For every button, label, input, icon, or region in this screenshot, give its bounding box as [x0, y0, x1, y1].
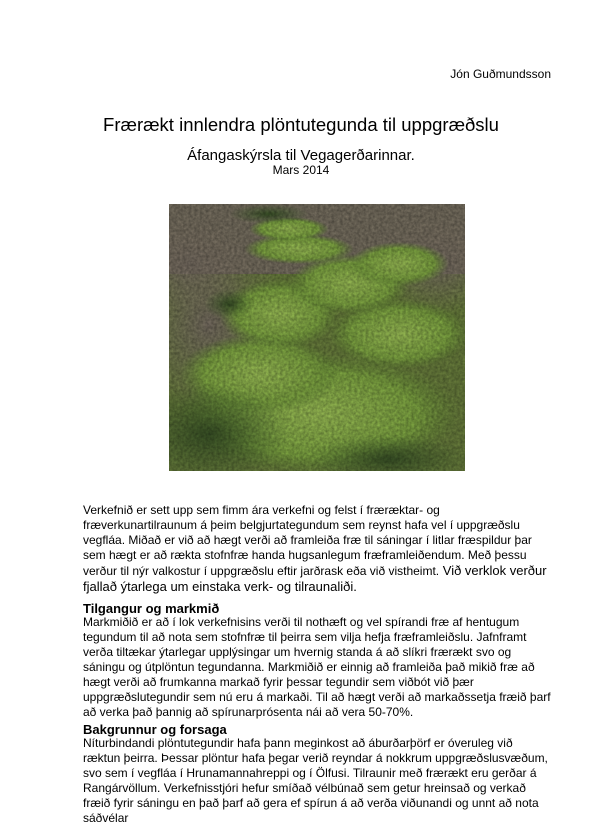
section-text-tilgangur: Markmiðið er að í lok verkefnisins verði til nothæft og vel spírandi fræ af hentugum tegundum til að nota sem stofnfræ til þeirra sem vilja hefja fræframleiðslu. Jafnframt verða tiltækar ýtarlegar upplýsingar um hvernig standa á að slíkri frærækt svo og sáningu og útplöntun tegundanna. Markmiðið er einnig að framleiða það mikið fræ að hægt verði að frumkanna markað fyrir þessar tegundir sem viðbót við þær uppgræðslutegundir sem nú eru á markaði. Til að hægt verði að markaðssetja fræið þarf að verka það þannig að spírunarprósenta nái að vera 50-70%. — [83, 615, 551, 719]
vegetation-photo — [169, 204, 465, 471]
author-name: Jón Guðmundsson — [450, 67, 551, 81]
document-subtitle: Áfangaskýrsla til Vegagerðarinnar. — [187, 147, 415, 164]
intro-paragraph — [83, 503, 553, 595]
document-date: Mars 2014 — [272, 163, 330, 177]
section-text-bakgrunnur: Níturbindandi plöntutegundir hafa þann meginkost að áburðarþörf er óveruleg við ræktun þeirra. Þessar plöntur hafa þegar verið reyndar á nokkrum uppgræðslusvæðum, svo sem í vegfláa í Hrunamannahreppi og í Ölfusi. Tilraunir með frærækt eru gerðar á Rangárvöllum. Verkefnisstjóri hefur smíðað vélbúnað sem getur hreinsað og verkað fræið fyrir sáningu en það þarf að gera ef spírun á að verða viðunandi og unnt að nota sáðvélar — [83, 736, 548, 825]
intro-text-main: Verkefnið er sett upp sem fimm ára verkefni og felst í fræræktar- og fræverkunartilraunum á þeim belgjurtategundum sem reynst hafa vel í uppgræðslu vegfláa. Miðað er við að hægt verði að framleiða fræ til sáningar í litlar fræspildur þar sem hægt er að rækta stofnfræ handa hugsanlegum fræframleiðendum. Með þessu verður til nýr valkostur í uppgræðslu eftir jarðrask eða við vistheimt. — [83, 503, 532, 578]
section-heading-bakgrunnur: Bakgrunnur og forsaga — [83, 722, 227, 737]
section-heading-tilgangur: Tilgangur og markmið — [83, 601, 220, 616]
document-title: Frærækt innlendra plöntutegunda til uppgræðslu — [103, 114, 499, 135]
intro-text-end: Við verklok verður fjallað ýtarlega um einstaka verk- og tilraunaliði. — [83, 563, 547, 594]
